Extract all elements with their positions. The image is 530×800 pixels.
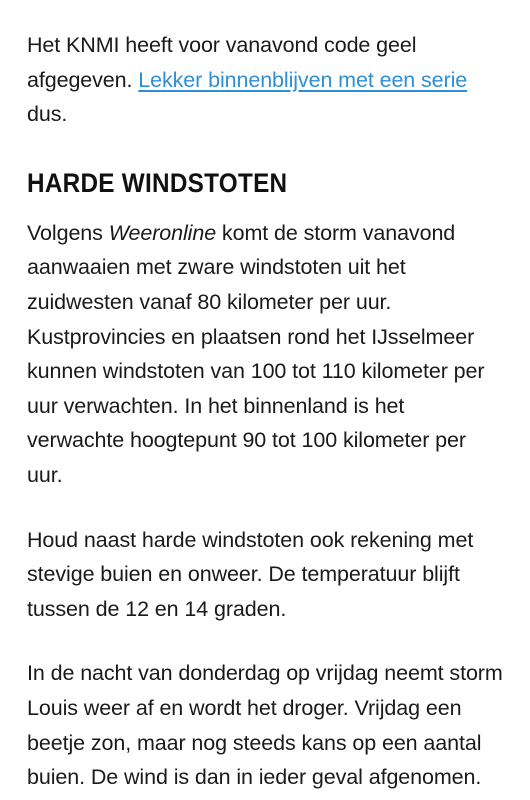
forecast-text: komt de storm vanavond aanwaaien met zware windstoten uit het zuidwesten vanaf 80 kilometer per uur. Kustprovincies en plaatsen rond het IJsselmeer kunnen windstoten van 100 tot 110 kilometer per uur verwachten. In het binnenland is het verwachte hoogtepunt 90 tot 100 kilometer per uur. [27, 220, 485, 487]
forecast-paragraph [27, 216, 504, 493]
intro-text-end: dus. [27, 102, 68, 127]
forecast-text-start: Volgens [27, 220, 109, 245]
section-heading: HARDE WINDSTOTEN [27, 167, 288, 198]
showers-paragraph: Houd naast harde windstoten ook rekening met stevige buien en onweer. De temperatuur blijft tussen de 12 en 14 graden. [27, 527, 474, 621]
intro-paragraph [27, 28, 504, 132]
outlook-paragraph: In de nacht van donderdag op vrijdag neemt storm Louis weer af en wordt het droger. Vrijdag een beetje zon, maar nog steeds kans op een aantal buien. De wind is dan in ieder geval afgenomen. [27, 661, 503, 790]
source-name: Weeronline [108, 220, 217, 245]
intro-text: Het KNMI heeft voor vanavond code geel afgegeven. [27, 33, 417, 92]
series-link[interactable]: Lekker binnenblijven met een serie [138, 67, 468, 92]
